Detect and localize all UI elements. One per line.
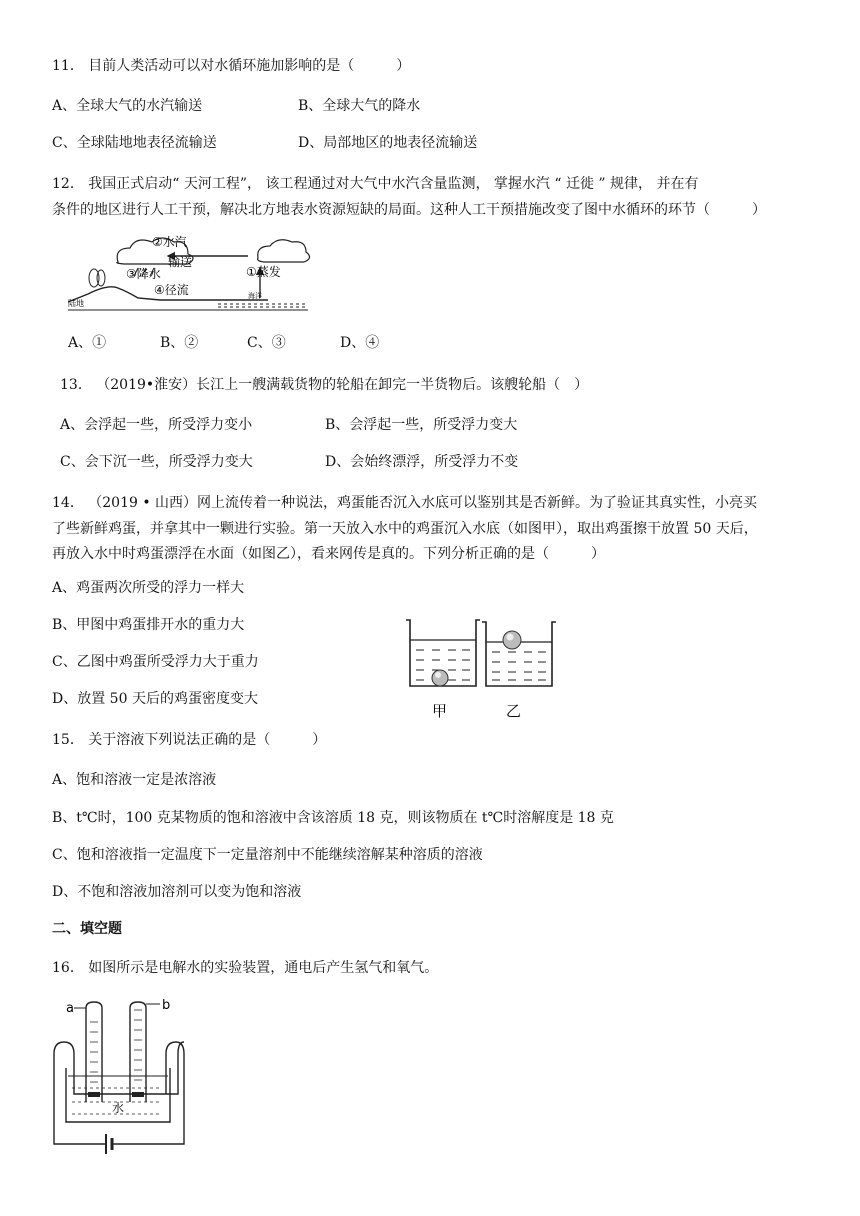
fig-label-2: ②水汽: [152, 235, 187, 249]
q11-option-c[interactable]: C、全球陆地地表径流输送: [52, 135, 217, 151]
q12-option-b[interactable]: B、②: [160, 335, 199, 351]
q15-option-d[interactable]: D、不饱和溶液加溶剂可以变为饱和溶液: [52, 884, 302, 900]
q15-option-a[interactable]: A、饱和溶液一定是浓溶液: [52, 772, 217, 788]
water-cycle-figure: [68, 232, 320, 316]
fig-label-yi: 乙: [506, 702, 522, 720]
q14-stem-line2: 了些新鲜鸡蛋，并拿其中一颗进行实验。第一天放入水中的鸡蛋沉入水底（如图甲），取出鸡蛋擦干放置 50 天后，: [52, 521, 758, 537]
q11-option-d[interactable]: D、局部地区的地表径流输送: [298, 135, 478, 151]
q14-stem-line3: 再放入水中时鸡蛋漂浮在水面（如图乙），看来网传是真的。下列分析正确的是（ ）: [52, 546, 605, 562]
q14-option-a[interactable]: A、鸡蛋两次所受的浮力一样大: [52, 580, 245, 596]
q16-stem: 16． 如图所示是电解水的实验装置，通电后产生氢气和氧气。: [52, 960, 439, 976]
q14-option-c[interactable]: C、乙图中鸡蛋所受浮力大于重力: [52, 654, 259, 670]
q12-option-a[interactable]: A、①: [68, 335, 107, 351]
fig-label-land: 陆地: [68, 299, 84, 308]
q15-option-c[interactable]: C、饱和溶液指一定温度下一定量溶剂中不能继续溶解某种溶质的溶液: [52, 847, 483, 863]
egg-beakers-figure: [400, 618, 580, 724]
q12-option-c[interactable]: C、③: [247, 335, 286, 351]
q11-option-b[interactable]: B、全球大气的降水: [298, 98, 421, 114]
q15-stem: 15． 关于溶液下列说法正确的是（ ）: [52, 732, 327, 748]
q13-stem: 13． （2019•淮安）长江上一艘满载货物的轮船在卸完一半货物后。该艘轮船（ ）: [60, 377, 589, 393]
q13-option-c[interactable]: C、会下沉一些，所受浮力变大: [60, 454, 253, 470]
electrolysis-figure: [50, 998, 190, 1166]
q11-option-a[interactable]: A、全球大气的水汽输送: [52, 98, 203, 114]
fig-label-water: 水: [112, 1101, 125, 1115]
fig-label-4: ④径流: [154, 283, 189, 297]
fig-label-1: ①蒸发: [246, 265, 281, 279]
q11-stem: 11． 目前人类活动可以对水循环施加影响的是（ ）: [52, 58, 411, 74]
fig-label-2b: 输送: [168, 255, 193, 269]
q15-option-b[interactable]: B、t℃时，100 克某物质的饱和溶液中含该溶质 18 克，则该物质在 t℃时溶解度是 18 克: [52, 810, 614, 826]
q14-option-d[interactable]: D、放置 50 天后的鸡蛋密度变大: [52, 691, 258, 707]
fig-label-sea: 海洋: [248, 292, 262, 300]
q14-stem-line1: 14． （2019 • 山西）网上流传着一种说法，鸡蛋能否沉入水底可以鉴别其是否新鲜。为了验证其真实性，小亮买: [52, 495, 758, 511]
q13-option-d[interactable]: D、会始终漂浮，所受浮力不变: [325, 454, 519, 470]
fig-label-3: ③降水: [126, 267, 161, 281]
q13-option-b[interactable]: B、会浮起一些，所受浮力变大: [325, 417, 518, 433]
fig-label-jia: 甲: [432, 702, 448, 720]
fig-label-a: a: [66, 1001, 74, 1016]
q13-option-a[interactable]: A、会浮起一些，所受浮力变小: [60, 417, 253, 433]
q14-option-b[interactable]: B、甲图中鸡蛋排开水的重力大: [52, 617, 245, 633]
q12-stem-line1: 12． 我国正式启动“ 天河工程”， 该工程通过对大气中水汽含量监测， 掌握水汽 “ 迁徙 ” 规律， 并在有: [52, 176, 699, 192]
section-heading: 二、填空题: [52, 921, 122, 937]
q12-option-d[interactable]: D、④: [340, 335, 380, 351]
q12-stem-line2: 条件的地区进行人工干预，解决北方地表水资源短缺的局面。这种人工干预措施改变了图中水循环的环节（ ）: [52, 202, 766, 218]
fig-label-b: b: [162, 998, 171, 1013]
